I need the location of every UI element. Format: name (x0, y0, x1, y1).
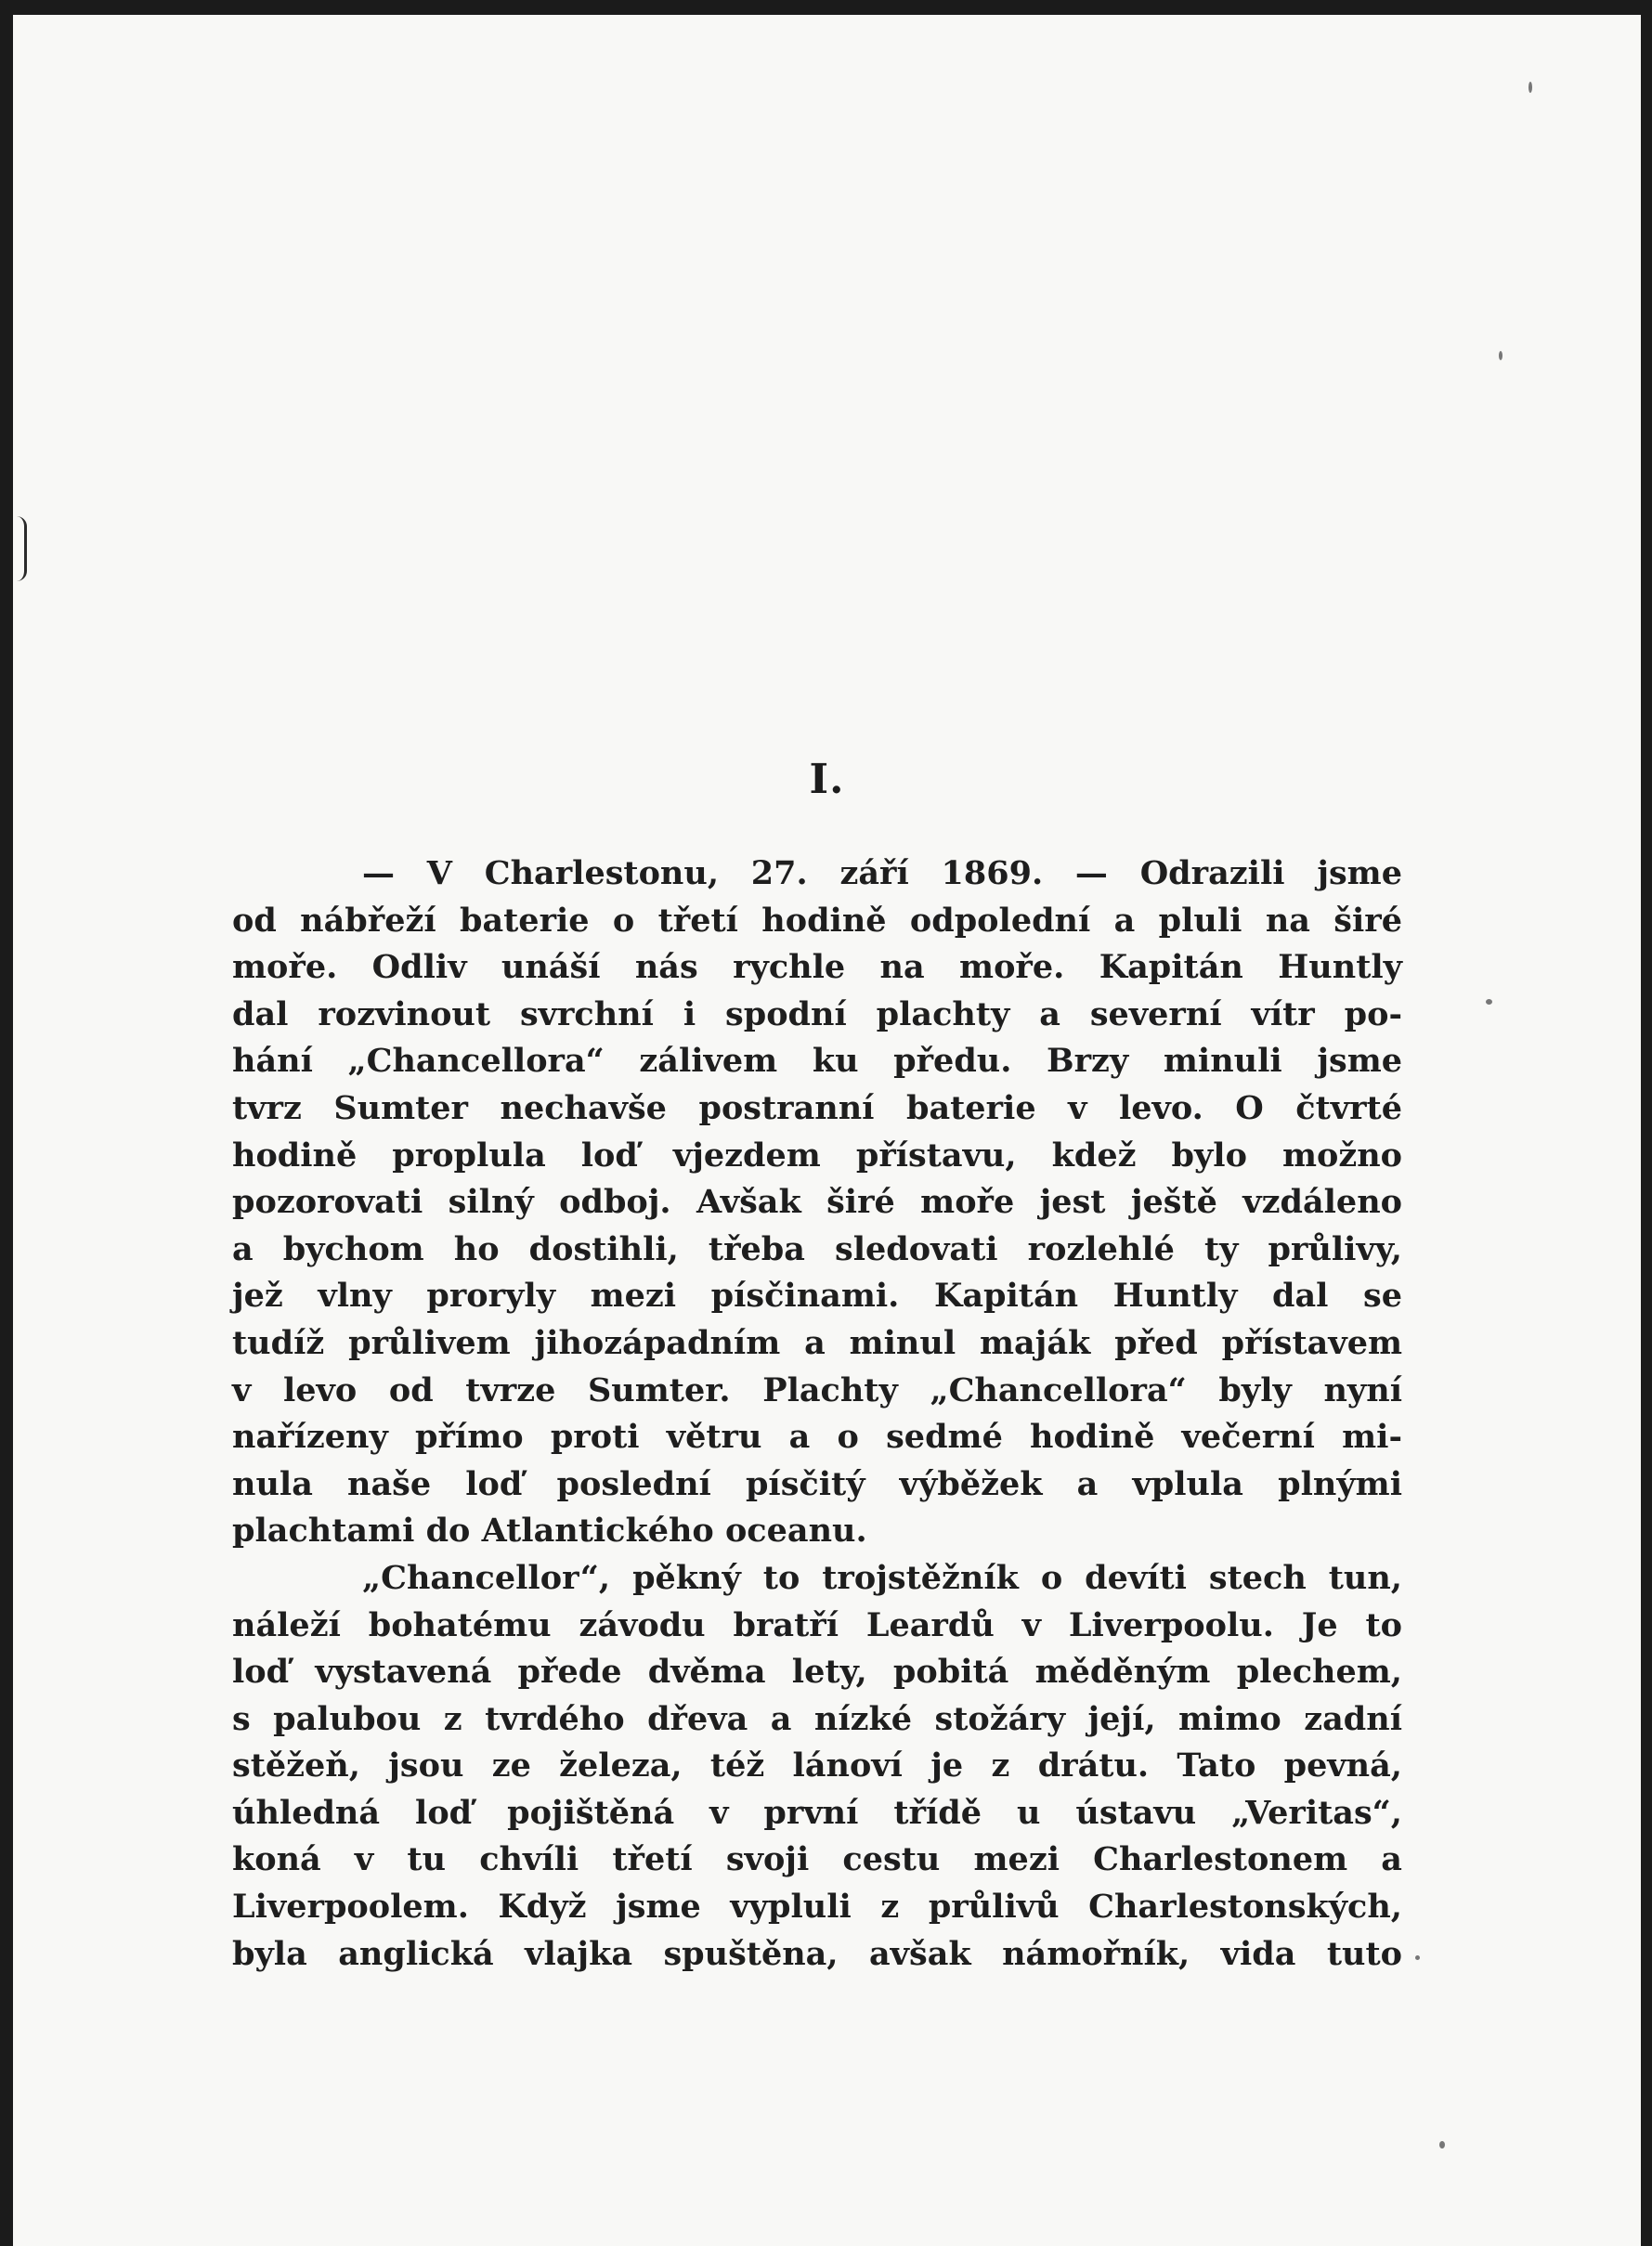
text-line: — V Charlestonu, 27. září 1869. — Odrazili jsme (362, 854, 1402, 892)
paper-speck (1439, 2141, 1445, 2149)
text-line: byla anglická vlajka spuštěna, avšak námořník, vida tuto (232, 1934, 1402, 1973)
text-line: jež vlny proryly mezi písčinami. Kapitán Huntly dal se (232, 1277, 1402, 1316)
text-line: loď vystavená přede dvěma lety, pobitá měděným plechem, (232, 1653, 1402, 1692)
text-line: hodině proplula loď vjezdem přístavu, kdež bylo možno (232, 1136, 1402, 1175)
text-line: úhledná loď pojištěná v první třídě u ústavu „Veritas“, (232, 1793, 1402, 1832)
text-line: a bychom ho dostihli, třeba sledovati rozlehlé ty průlivy, (232, 1229, 1402, 1268)
text-line: dal rozvinout svrchní i spodní plachty a severní vítr po- (232, 994, 1402, 1033)
text-line: stěžeň, jsou ze železa, též lánoví je z drátu. Tato pevná, (232, 1746, 1402, 1785)
chapter-number: I. (809, 756, 845, 803)
text-line: koná v tu chvíli třetí svoji cestu mezi Charlestonem a (232, 1840, 1402, 1879)
text-line: „Chancellor“, pěkný to trojstěžník o devíti stech tun, (362, 1558, 1402, 1597)
text-line: moře. Odliv unáší nás rychle na moře. Kapitán Huntly (232, 948, 1402, 987)
text-line: v levo od tvrze Sumter. Plachty „Chancellora“ byly nyní (232, 1370, 1402, 1409)
paper-speck (1486, 999, 1492, 1005)
text-line: nařízeny přímo proti větru a o sedmé hodině večerní mi- (232, 1418, 1402, 1457)
text-line: pozorovati silný odboj. Avšak širé moře jest ještě vzdáleno (232, 1183, 1402, 1222)
binding-mark (17, 516, 27, 581)
body-text (232, 850, 1402, 1978)
text-line: s palubou z tvrdého dřeva a nízké stožáry její, mimo zadní (232, 1699, 1402, 1738)
text-line: nula naše loď poslední písčitý výběžek a vplula plnými (232, 1464, 1402, 1503)
text-line: náleží bohatému závodu bratří Leardů v Liverpoolu. Je to (232, 1605, 1402, 1644)
text-line: plachtami do Atlantického oceanu. (232, 1512, 867, 1551)
text-line: Liverpoolem. Když jsme vypluli z průlivů Charlestonských, (232, 1888, 1402, 1927)
text-line: tvrz Sumter nechavše postranní baterie v levo. O čtvrté (232, 1088, 1402, 1127)
paper-speck (1499, 351, 1502, 360)
paper-speck (1415, 1955, 1420, 1960)
text-line: od nábřeží baterie o třetí hodině odpolední a pluli na širé (232, 901, 1402, 940)
text-line: tudíž průlivem jihozápadním a minul maják před přístavem (232, 1323, 1402, 1362)
text-line: hání „Chancellora“ zálivem ku předu. Brzy minuli jsme (232, 1042, 1402, 1081)
paper-speck (1528, 82, 1532, 93)
